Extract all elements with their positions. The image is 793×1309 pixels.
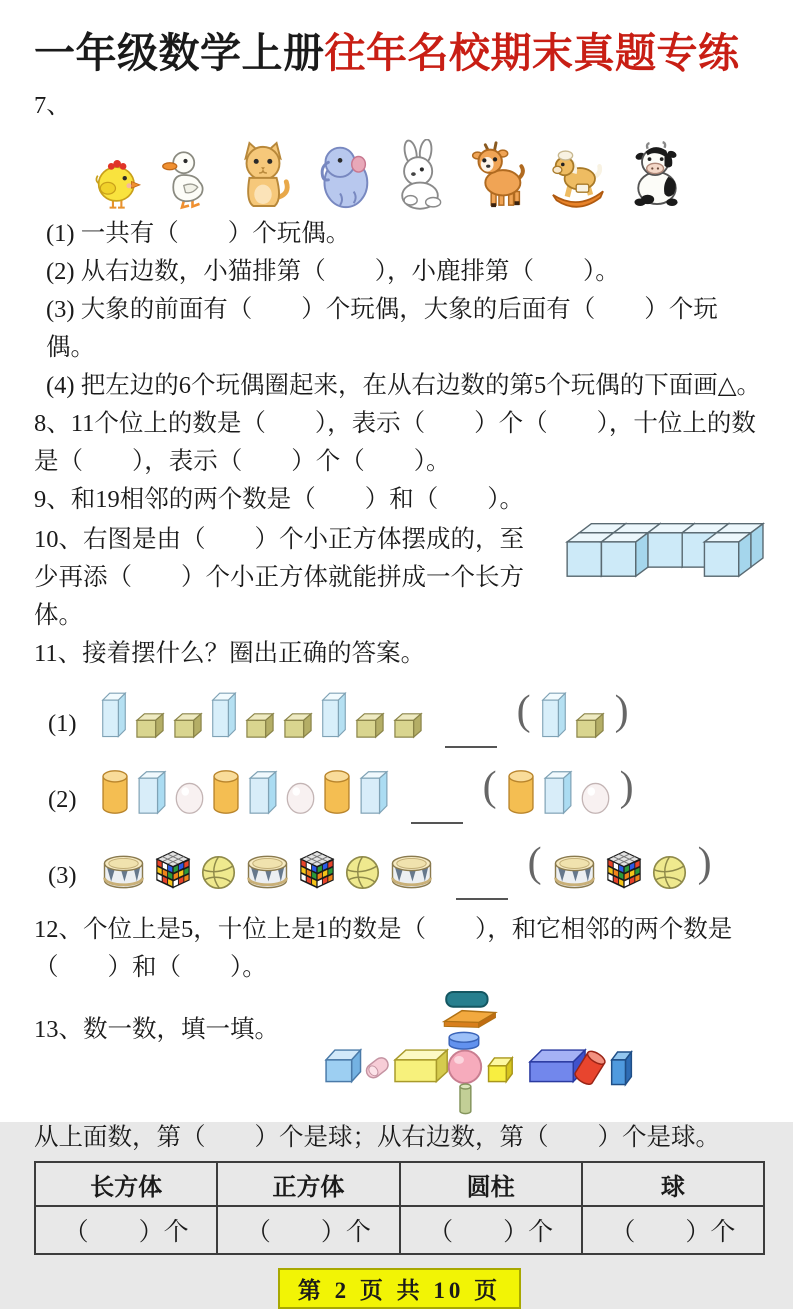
- sphere-icon: [175, 780, 204, 815]
- blue-small-cylinder: [449, 1033, 479, 1050]
- orange-board: [444, 1011, 495, 1028]
- pattern-row-1-label: (1): [48, 710, 77, 738]
- cuboid-blue-icon: [248, 769, 278, 815]
- rubik-icon: [298, 850, 336, 891]
- q7-item-1: (1) 一共有（ ）个玩偶。: [46, 220, 351, 248]
- yellow-cuboid: [395, 1050, 447, 1082]
- chick-icon: [90, 147, 146, 211]
- volleyball-icon: [344, 854, 381, 891]
- pattern-row-3-sequence: [101, 850, 434, 891]
- table-cell-cuboid-count: （ ）个: [35, 1206, 217, 1254]
- cylinder-icon: [212, 769, 240, 815]
- page-number-badge: 第 2 页 共 10 页: [278, 1268, 521, 1309]
- q7-item-3: (3) 大象的前面有（ ）个玩偶，大象的后面有（ ）个玩偶。: [46, 296, 718, 362]
- rocking-horse-icon: [544, 143, 612, 211]
- q8-text: 8、11个位上的数是（ ），表示（ ）个（ ），十位上的数是（ ），表示（ ）个（ ）。: [34, 410, 756, 476]
- table-header-cuboid: 长方体: [35, 1162, 217, 1206]
- answer-blank: [411, 812, 463, 824]
- answer-blank: [456, 888, 508, 900]
- cube-green-icon: [283, 711, 313, 739]
- q11-text: 11、接着摆什么？圈出正确的答案。: [34, 640, 426, 668]
- pattern-row-3-label: (3): [48, 862, 77, 890]
- cuboid-tall-icon: [211, 689, 237, 739]
- pattern-row-3: [48, 835, 765, 891]
- cylinder-icon: [101, 769, 129, 815]
- cuboid-tall-icon[interactable]: [541, 689, 567, 739]
- blue-tall-cuboid: [612, 1052, 632, 1085]
- table-cell-sphere-count: （ ）个: [582, 1206, 764, 1254]
- cow-icon: [627, 139, 687, 211]
- q7-item-4: (4) 把左边的6个玩偶圈起来，在从右边数的第5个玩偶的下面画△。: [46, 372, 762, 400]
- pink-small-cylinder: [364, 1055, 391, 1080]
- q9-text: 9、和19相邻的两个数是（ ）和（ ）。: [34, 486, 524, 514]
- answer-blank: [445, 736, 497, 748]
- cube-green-icon: [355, 711, 385, 739]
- cuboid-tall-icon: [321, 689, 347, 739]
- cylinder-icon[interactable]: [507, 769, 535, 815]
- shape-count-table: [34, 1161, 765, 1255]
- q10-cubes-figure: [553, 521, 765, 585]
- pattern-row-2-sequence: [101, 769, 389, 815]
- teal-capsule: [446, 992, 487, 1007]
- cat-icon: [232, 137, 294, 211]
- q13-count-line: 从上面数，第（ ）个是球；从右边数，第（ ）个是球。: [34, 1124, 720, 1152]
- cuboid-tall-icon: [101, 689, 127, 739]
- cube-green-icon: [173, 711, 203, 739]
- drum-icon: [389, 853, 434, 891]
- pattern-row-2-label: (2): [48, 786, 77, 814]
- close-paren: ): [614, 688, 629, 735]
- drum-icon: [101, 853, 146, 891]
- pattern-row-1-options[interactable]: [541, 689, 605, 739]
- q13-block: [34, 989, 765, 1119]
- cuboid-blue-icon[interactable]: [543, 769, 573, 815]
- close-paren: ): [697, 840, 712, 887]
- small-yellow-cube: [489, 1058, 513, 1082]
- cube-green-icon: [393, 711, 423, 739]
- sphere-icon[interactable]: [581, 780, 610, 815]
- page-title: [34, 28, 765, 79]
- table-cell-cylinder-count: （ ）个: [400, 1206, 582, 1254]
- pattern-row-1-sequence: [101, 689, 423, 739]
- pattern-row-1: [48, 683, 765, 739]
- table-header-cylinder: 圆柱: [400, 1162, 582, 1206]
- q7-item-2: (2) 从右边数，小猫排第（ ），小鹿排第（ ）。: [46, 258, 620, 286]
- q13-shapes-figure: [315, 989, 735, 1119]
- q7-label: 7、: [34, 92, 71, 120]
- duck-icon: [161, 139, 217, 211]
- pattern-row-2-options[interactable]: [507, 769, 610, 815]
- rubik-icon: [154, 850, 192, 891]
- toy-animals-row: [90, 127, 765, 211]
- q10-text: 10、右图是由（ ）个小正方体摆成的，至少再添（ ）个小正方体就能拼成一个长方体。: [34, 526, 524, 630]
- pattern-row-2: [48, 759, 765, 815]
- rubik-icon[interactable]: [605, 850, 643, 891]
- title-red: 往年名校期末真题专练: [324, 30, 740, 76]
- green-cylinder: [460, 1084, 471, 1114]
- cube-green-icon[interactable]: [575, 711, 605, 739]
- volleyball-icon: [200, 854, 237, 891]
- open-paren: (: [527, 840, 542, 887]
- q10-block: [34, 521, 765, 635]
- open-paren: (: [516, 688, 531, 735]
- table-header-cube: 正方体: [217, 1162, 399, 1206]
- drum-icon[interactable]: [552, 853, 597, 891]
- drum-icon: [245, 853, 290, 891]
- table-header-sphere: 球: [582, 1162, 764, 1206]
- cube-green-icon: [245, 711, 275, 739]
- cuboid-blue-icon: [137, 769, 167, 815]
- q13-text: 13、数一数，填一填。: [34, 1016, 279, 1044]
- deer-icon: [465, 137, 529, 211]
- pattern-row-3-options[interactable]: [552, 850, 688, 891]
- rabbit-icon: [390, 139, 450, 211]
- cube-green-icon: [135, 711, 165, 739]
- volleyball-icon[interactable]: [651, 854, 688, 891]
- title-black: 一年级数学上册: [34, 30, 325, 76]
- lightblue-cube: [326, 1050, 360, 1082]
- table-cell-cube-count: （ ）个: [217, 1206, 399, 1254]
- elephant-icon: [309, 137, 375, 211]
- cuboid-blue-icon: [359, 769, 389, 815]
- pink-ball: [449, 1051, 482, 1084]
- cylinder-icon: [323, 769, 351, 815]
- open-paren: (: [482, 764, 497, 811]
- q12-text: 12、个位上是5，十位上是1的数是（ ），和它相邻的两个数是（ ）和（ ）。: [34, 916, 733, 982]
- close-paren: ): [619, 764, 634, 811]
- sphere-icon: [286, 780, 315, 815]
